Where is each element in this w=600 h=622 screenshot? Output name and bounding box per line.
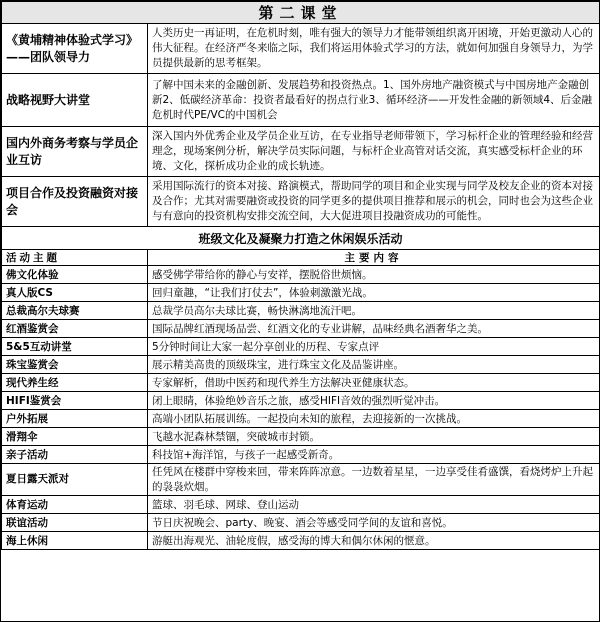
- table-row: [2, 392, 600, 410]
- table-row: [2, 356, 600, 374]
- course-description: 深入国内外优秀企业及学员企业互访，在专业指导老师带领下，学习标杆企业的管理经验和经营理念，现场案例分析，解决学员实际问题，与标杆企业高管对话交流，真实感受标杆企业的环境、文化，探析成功企业的成长轨迹。: [148, 127, 600, 177]
- activity-name: 户外拓展: [2, 410, 148, 428]
- activity-description: 飞越水泥森林禁锢，突破城市封锁。: [148, 428, 600, 446]
- activity-description: 5分钟时间让大家一起分享创业的历程、专家点评: [148, 338, 600, 356]
- table-row: [2, 374, 600, 392]
- activity-name: 滑翔伞: [2, 428, 148, 446]
- page-title: 第二课堂: [2, 2, 600, 24]
- activity-name: 联谊活动: [2, 514, 148, 532]
- course-description: 采用国际流行的资本对接、路演模式，帮助同学的项目和企业实现与同学及校友企业的资本对接及合作；尤其对需要融资或投资的同学更多的提供项目推荐和展示的机会，同时也会为这些企业与有意向的投资机构安排交流空间，大大促进项目投融资成功的可能性。: [148, 177, 600, 227]
- activity-description: 科技馆+海洋馆，与孩子一起感受新奇。: [148, 446, 600, 464]
- course-description: 人类历史一再证明，在危机时刻，唯有强大的领导力才能带领组织离开困境，开始更激动人心的伟大征程。在经济严冬来临之际，我们将运用体验式学习的方法，就如何加强自身领导力，为学员提供最新的思考框架。: [148, 24, 600, 74]
- activity-name: 红酒鉴赏会: [2, 320, 148, 338]
- activity-description: 展示精美高贵的顶级珠宝，进行珠宝文化及品鉴讲座。: [148, 356, 600, 374]
- table-row: [2, 320, 600, 338]
- activity-name: 体育运动: [2, 496, 148, 514]
- table-row: [2, 338, 600, 356]
- column-header-content: 主要内容: [148, 250, 600, 266]
- activity-description: 游艇出海观光、油轮度假，感受海的博大和偶尔休闲的惬意。: [148, 532, 600, 550]
- activity-description: 任凭风在楼群中穿梭来回，带来阵阵凉意。一边数着星星，一边享受佳肴盛馔，看烧烤炉上升起的袅袅炊烟。: [148, 464, 600, 496]
- activity-name: 现代养生经: [2, 374, 148, 392]
- course-name: 项目合作及投资融资对接会: [2, 177, 148, 227]
- activity-name: HIFI鉴赏会: [2, 392, 148, 410]
- activity-name: 5&5互动讲堂: [2, 338, 148, 356]
- activity-name: 夏日露天派对: [2, 464, 148, 496]
- section-title: 班级文化及凝聚力打造之休闲娱乐活动: [2, 227, 600, 250]
- activity-name: 亲子活动: [2, 446, 148, 464]
- course-name: 战略视野大讲堂: [2, 74, 148, 127]
- column-header-activity: 活动主题: [2, 250, 148, 266]
- table-row: [2, 514, 600, 532]
- table-row: [2, 410, 600, 428]
- course-description: 了解中国未来的金融创新、发展趋势和投资热点。1、国外房地产融资模式与中国房地产金融创新2、低碳经济革命：投资者最看好的拐点行业3、循环经济——开发性金融的新领域4、后金融危机时代PE/VC的中国机会: [148, 74, 600, 127]
- activity-description: 闭上眼睛，体验绝妙音乐之旅，感受HIFI音效的强烈听觉冲击。: [148, 392, 600, 410]
- activity-description: 回归童趣，“让我们打仗去”，体验刺激激光战。: [148, 284, 600, 302]
- table-row: [2, 532, 600, 550]
- activity-description: 专家解析，借助中医药和现代养生方法解决亚健康状态。: [148, 374, 600, 392]
- table-row: [2, 496, 600, 514]
- table-row: [2, 266, 600, 284]
- program-table: [1, 1, 600, 550]
- table-row: [2, 464, 600, 496]
- activity-description: 国际品牌红酒现场品尝、红酒文化的专业讲解，品味经典名酒奢华之美。: [148, 320, 600, 338]
- activity-name: 总裁高尔夫球赛: [2, 302, 148, 320]
- course-name: 国内外商务考察与学员企业互访: [2, 127, 148, 177]
- activity-description: 高端小团队拓展训练。一起投向未知的旅程，去迎接新的一次挑战。: [148, 410, 600, 428]
- activity-description: 篮球、羽毛球、网球、登山运动: [148, 496, 600, 514]
- activity-name: 佛文化体验: [2, 266, 148, 284]
- table-row: [2, 428, 600, 446]
- activity-description: 总裁学员高尔夫球比赛，畅快淋漓地流汗吧。: [148, 302, 600, 320]
- table-row: [2, 302, 600, 320]
- activity-description: 感受佛学带给你的静心与安祥，摆脱俗世烦恼。: [148, 266, 600, 284]
- course-name: 《黄埔精神体验式学习》——团队领导力: [2, 24, 148, 74]
- activity-description: 节日庆祝晚会、party、晚宴、酒会等感受同学间的友谊和喜悦。: [148, 514, 600, 532]
- table-row: [2, 446, 600, 464]
- activity-name: 珠宝鉴赏会: [2, 356, 148, 374]
- activity-name: 海上休闲: [2, 532, 148, 550]
- table-row: [2, 284, 600, 302]
- activity-name: 真人版CS: [2, 284, 148, 302]
